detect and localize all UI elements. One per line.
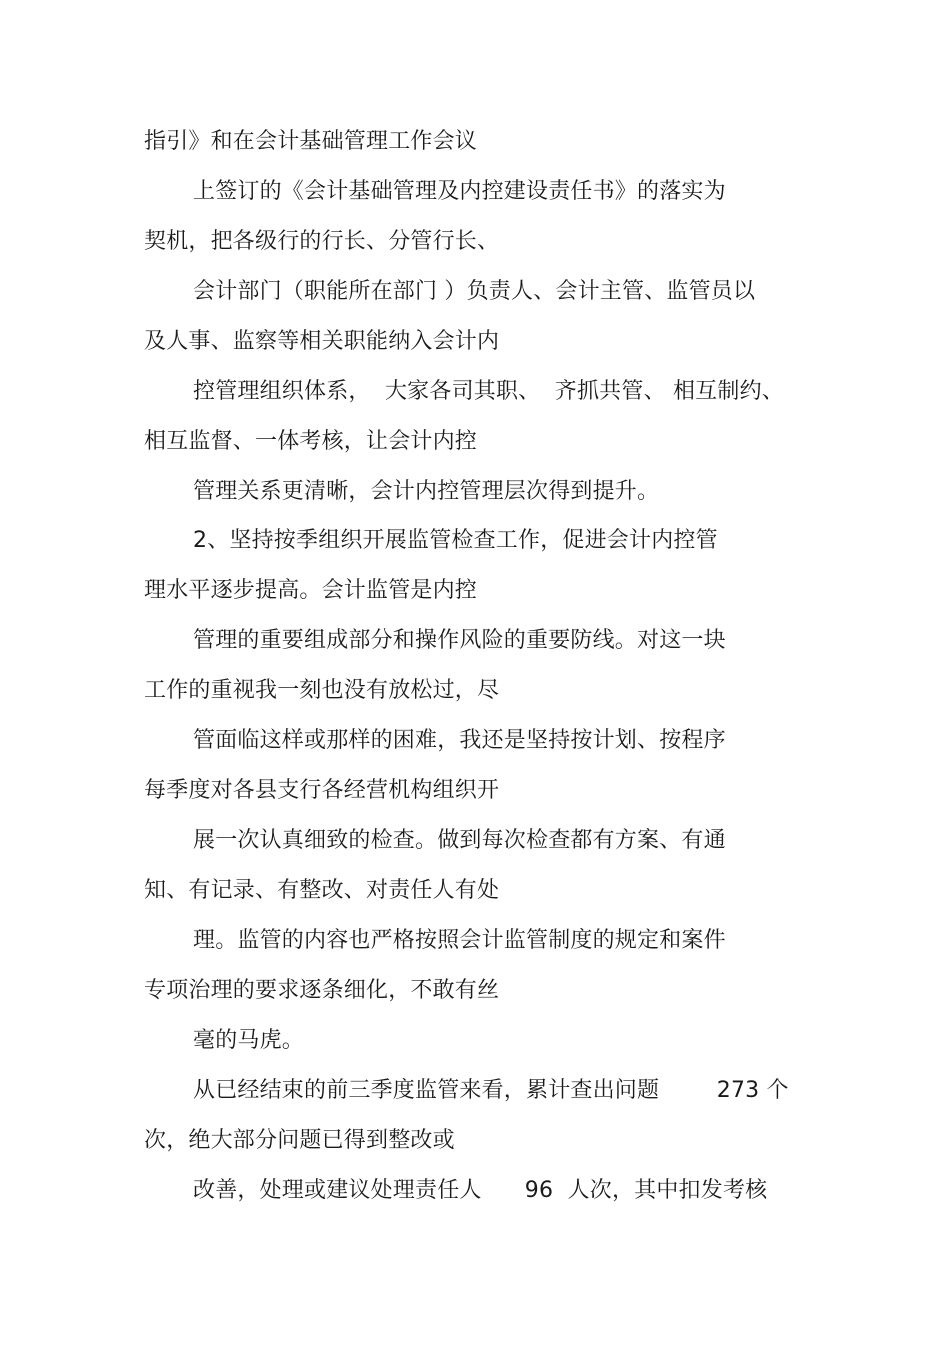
text-line: 管面临这样或那样的困难，我还是坚持按计划、按程序	[193, 728, 726, 753]
text-line: 专项治理的要求逐条细化，不敢有丝	[144, 978, 500, 1003]
text-line: 2、坚持按季组织开展监管检查工作，促进会计内控管	[193, 528, 718, 553]
text-line: 契机，把各级行的行长、分管行长、	[144, 229, 500, 254]
text-line: 会计部门（职能所在部门 ）负责人、会计主管、监管员以	[193, 279, 756, 304]
text-line: 及人事、监察等相关职能纳入会计内	[144, 329, 500, 354]
text-line: 相互监督、一体考核，让会计内控	[144, 429, 478, 454]
text-line: 毫的马虎。	[193, 1028, 305, 1053]
text-line: 改善，处理或建议处理责任人 96 人次，其中扣发考核	[193, 1178, 768, 1203]
text-line: 知、有记录、有整改、对责任人有处	[144, 878, 500, 903]
text-line: 控管理组织体系， 大家各司其职、 齐抓共管、 相互制约、	[193, 379, 784, 404]
text-line: 指引》和在会计基础管理工作会议	[144, 129, 478, 154]
text-line: 管理的重要组成部分和操作风险的重要防线。对这一块	[193, 628, 726, 653]
text-line: 工作的重视我一刻也没有放松过，尽	[144, 678, 500, 703]
text-line: 次，绝大部分问题已得到整改或	[144, 1128, 455, 1153]
text-line: 从已经结束的前三季度监管来看，累计查出问题 273 个	[193, 1078, 789, 1103]
text-line: 上签订的《会计基础管理及内控建设责任书》的落实为	[193, 179, 726, 204]
text-line: 每季度对各县支行各经营机构组织开	[144, 778, 500, 803]
text-line: 理水平逐步提高。会计监管是内控	[144, 578, 478, 603]
text-line: 展一次认真细致的检查。做到每次检查都有方案、有通	[193, 828, 726, 853]
text-line: 理。监管的内容也严格按照会计监管制度的规定和案件	[193, 928, 726, 953]
text-line: 管理关系更清晰，会计内控管理层次得到提升。	[193, 479, 660, 504]
